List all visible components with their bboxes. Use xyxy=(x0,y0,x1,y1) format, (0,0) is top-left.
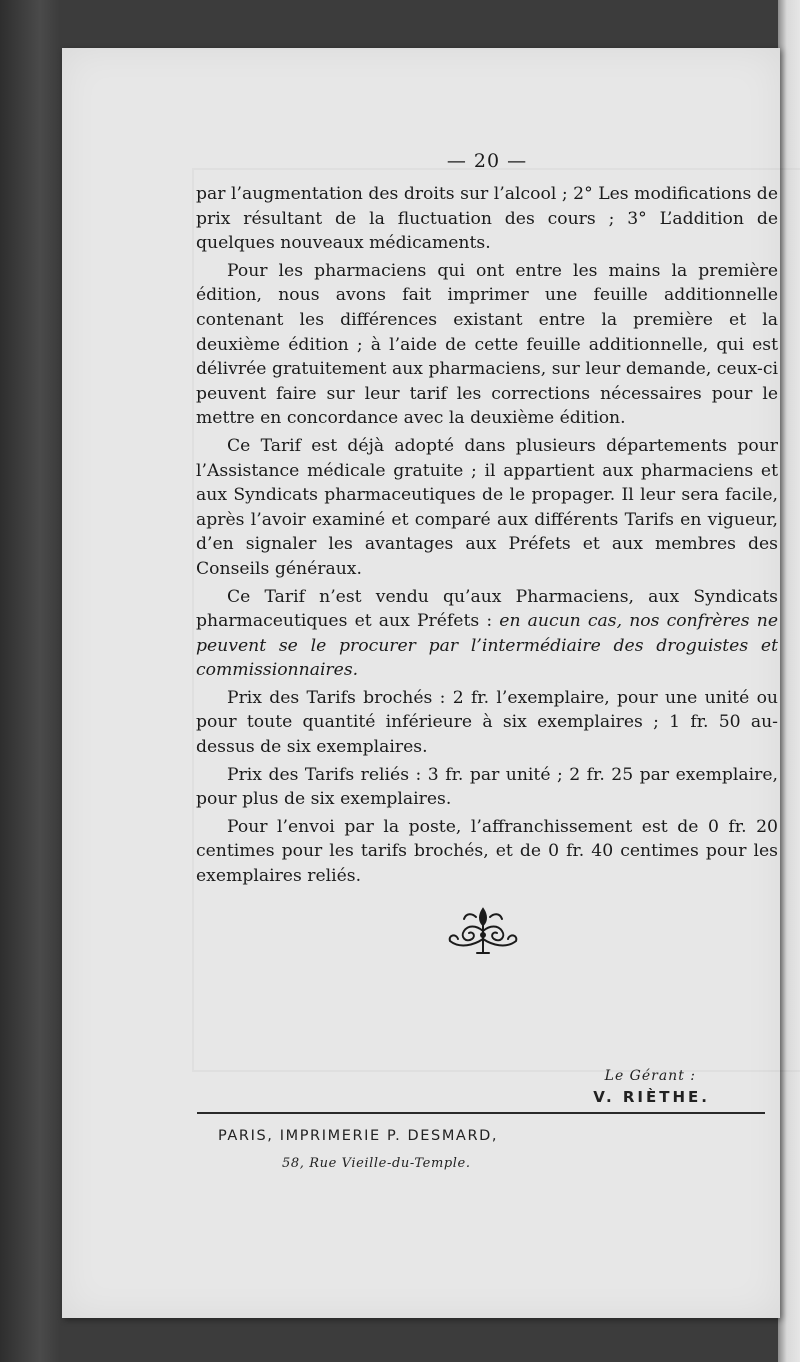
adjacent-page-edge xyxy=(778,0,800,1362)
text-run: Pour l’envoi par la poste, l’affranchissement est de 0 fr. 20 centimes pour les tarifs brochés, et de 0 fr. 40 centimes pour les exemplaires reliés. xyxy=(196,816,778,887)
paragraph xyxy=(196,182,778,256)
paragraph xyxy=(196,686,778,760)
fleuron-ornament-icon xyxy=(446,905,520,957)
manager-label: Le Gérant : xyxy=(604,1068,696,1084)
page-number: — 20 — xyxy=(446,150,528,172)
manager-name: V. RIÈTHE. xyxy=(593,1088,710,1106)
text-run: par l’augmentation des droits sur l’alcool ; 2° Les modifications de prix résultant de la fluctuation des cours ; 3° L’addition de quelques nouveaux médicaments. xyxy=(196,184,778,254)
paragraph xyxy=(196,259,778,431)
imprint-divider xyxy=(197,1112,765,1114)
text-run: Ce Tarif n’est vendu qu’aux Pharmaciens, aux Syndicats pharmaceutiques et aux Préfets : xyxy=(196,586,778,632)
italic-text: en aucun cas, nos confrères ne peuvent se le procurer par l’intermédiaire des droguistes et commissionnaires. xyxy=(196,611,779,681)
paragraph xyxy=(196,434,778,582)
body-text xyxy=(196,182,778,889)
printer-address: 58, Rue Vieille-du-Temple. xyxy=(282,1156,471,1171)
text-run: Pour les pharmaciens qui ont entre les mains la première édition, nous avons fait imprimer une feuille additionnelle contenant les différences existant entre la première et la deuxième édition ; à l’aide de cette feuille additionnelle, qui est délivrée gratuitement aux pharmaciens, sur leur demande, ceux-ci peuvent faire sur leur tarif les corrections nécessaires pour le mettre en concordance avec la deuxième édition. xyxy=(196,260,778,429)
page-content xyxy=(196,150,778,892)
printer-name: PARIS, IMPRIMERIE P. DESMARD, xyxy=(218,1128,499,1144)
paragraph xyxy=(196,585,778,683)
text-run: Prix des Tarifs reliés : 3 fr. par unité ; 2 fr. 25 par exemplaire, pour plus de six exemplaires. xyxy=(196,764,778,810)
text-run: Prix des Tarifs brochés : 2 fr. l’exemplaire, pour une unité ou pour toute quantité inférieure à six exemplaires ; 1 fr. 50 au-dessus de six exemplaires. xyxy=(196,687,778,758)
paragraph xyxy=(196,763,778,812)
text-run: Ce Tarif est déjà adopté dans plusieurs départements pour l’Assistance médicale gratuite ; il appartient aux pharmaciens et aux Syndicats pharmaceutiques de le propager. Il leur sera facile, après l’avoir examiné et comparé aux différents Tarifs en vigueur, d’en signaler les avantages aux Préfets et aux membres des Conseils généraux. xyxy=(196,435,778,579)
paragraph xyxy=(196,815,778,889)
